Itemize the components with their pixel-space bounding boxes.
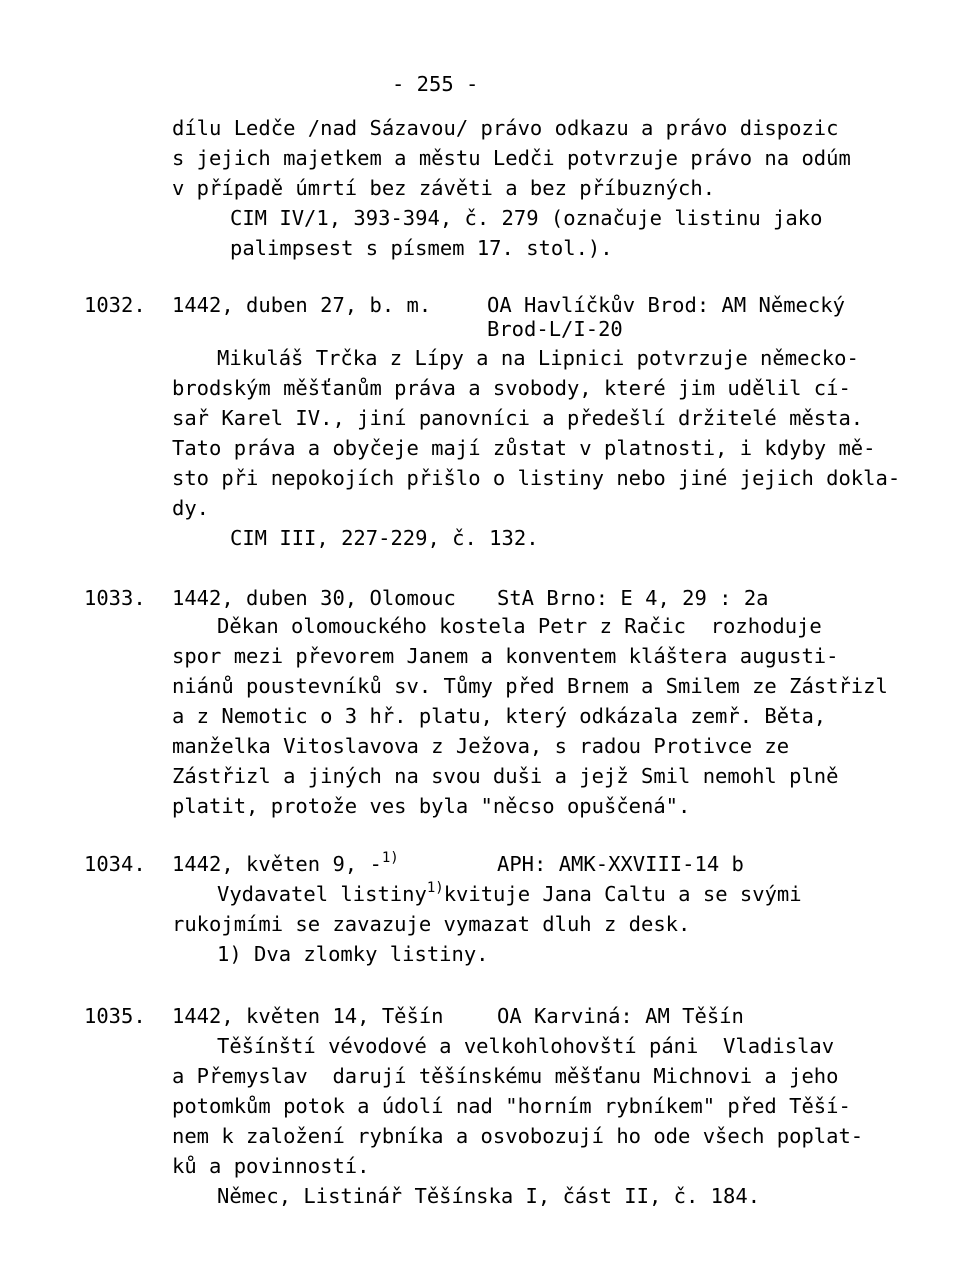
entry-date: 1442, duben 27, b. m. [172, 293, 432, 317]
entry-text-line: Mikuláš Trčka z Lípy a na Lipnici potvrzuje německo- [217, 346, 859, 370]
entry-text-line: dy. [172, 496, 210, 520]
entry-date: 1442, květen 14, Těšín [172, 1004, 444, 1028]
entry-text-line: Tato práva a obyčeje mají zůstat v platnosti, i kdyby mě- [172, 436, 876, 460]
entry-text-line: Zástřizl a jiných na svou duši a jejž Smil nemohl plně [172, 764, 839, 788]
entry-number: 1032. [84, 293, 146, 317]
source-citation: palimpsest s písmem 17. stol.). [230, 236, 613, 260]
entry-text-line: a Přemyslav darují těšínskému měšťanu Michnovi a jeho [172, 1064, 839, 1088]
footnote-marker: 1) [426, 880, 444, 896]
entry-text-line: nem k založení rybníka a osvobozují ho ode všech poplat- [172, 1124, 864, 1148]
entry-text-line: spor mezi převorem Janem a konventem kláštera augusti- [172, 644, 839, 668]
entry-text-line: ků a povinností. [172, 1154, 370, 1178]
entry-number: 1033. [84, 586, 146, 610]
entry-date: 1442, květen 9, - [172, 852, 382, 876]
entry-archive: APH: AMK-XXVIII-14 b [497, 852, 744, 876]
entry-text-line: platit, protože ves byla "něcso opuščená". [172, 794, 691, 818]
entry-archive: Brod-L/I-20 [487, 317, 623, 341]
entry-text-line: manželka Vitoslavova z Ježova, s radou Protivce ze [172, 734, 790, 758]
entry-text-line: rukojmími se zavazuje vymazat dluh z desk. [172, 912, 691, 936]
entry-text-line [217, 880, 802, 911]
footnote-marker: 1) [381, 850, 399, 866]
entry-text-part: Vydavatel listiny [217, 882, 427, 906]
entry-text-line: potomkům potok a údolí nad "horním rybníkem" před Těší- [172, 1094, 851, 1118]
footnote: 1) Dva zlomky listiny. [217, 942, 489, 966]
entry-number: 1035. [84, 1004, 146, 1028]
entry-text-line: Těšínští vévodové a velkohlohovští páni Vladislav [217, 1034, 835, 1058]
source-citation: CIM IV/1, 393-394, č. 279 (označuje listinu jako [230, 206, 823, 230]
intro-line: v případě úmrtí bez závěti a bez příbuzných. [172, 176, 716, 200]
entry-date: 1442, duben 30, Olomouc [172, 586, 456, 610]
source-citation: Němec, Listinář Těšínska I, část II, č. 184. [217, 1184, 761, 1208]
source-citation: CIM III, 227-229, č. 132. [230, 526, 539, 550]
entry-text-line: sař Karel IV., jiní panovníci a předešlí držitelé města. [172, 406, 864, 430]
entry-text-line: Děkan olomouckého kostela Petr z Račic rozhoduje [217, 614, 822, 638]
entry-text-line: niánů poustevníků sv. Tůmy před Brnem a Smilem ze Zástřizl [172, 674, 888, 698]
entry-archive: OA Havlíčkův Brod: AM Německý [487, 293, 845, 317]
entry-number: 1034. [84, 852, 146, 876]
entry-text-part: kvituje Jana Caltu a se svými [443, 882, 802, 906]
entry-archive: OA Karviná: AM Těšín [497, 1004, 744, 1028]
intro-line: s jejich majetkem a městu Ledči potvrzuje právo na odúm [172, 146, 851, 170]
entry-text-line: sto při nepokojích přišlo o listiny nebo jiné jejich dokla- [172, 466, 901, 490]
intro-line: dílu Ledče /nad Sázavou/ právo odkazu a právo dispozic [172, 116, 839, 140]
entry-text-line: a z Nemotic o 3 hř. platu, který odkázala zemř. Běta, [172, 704, 827, 728]
entry-date-wrap [172, 850, 399, 881]
entry-archive: StA Brno: E 4, 29 : 2a [497, 586, 769, 610]
page-number: - 255 - [392, 72, 479, 96]
entry-text-line: brodským měšťanům práva a svobody, které jim udělil cí- [172, 376, 851, 400]
